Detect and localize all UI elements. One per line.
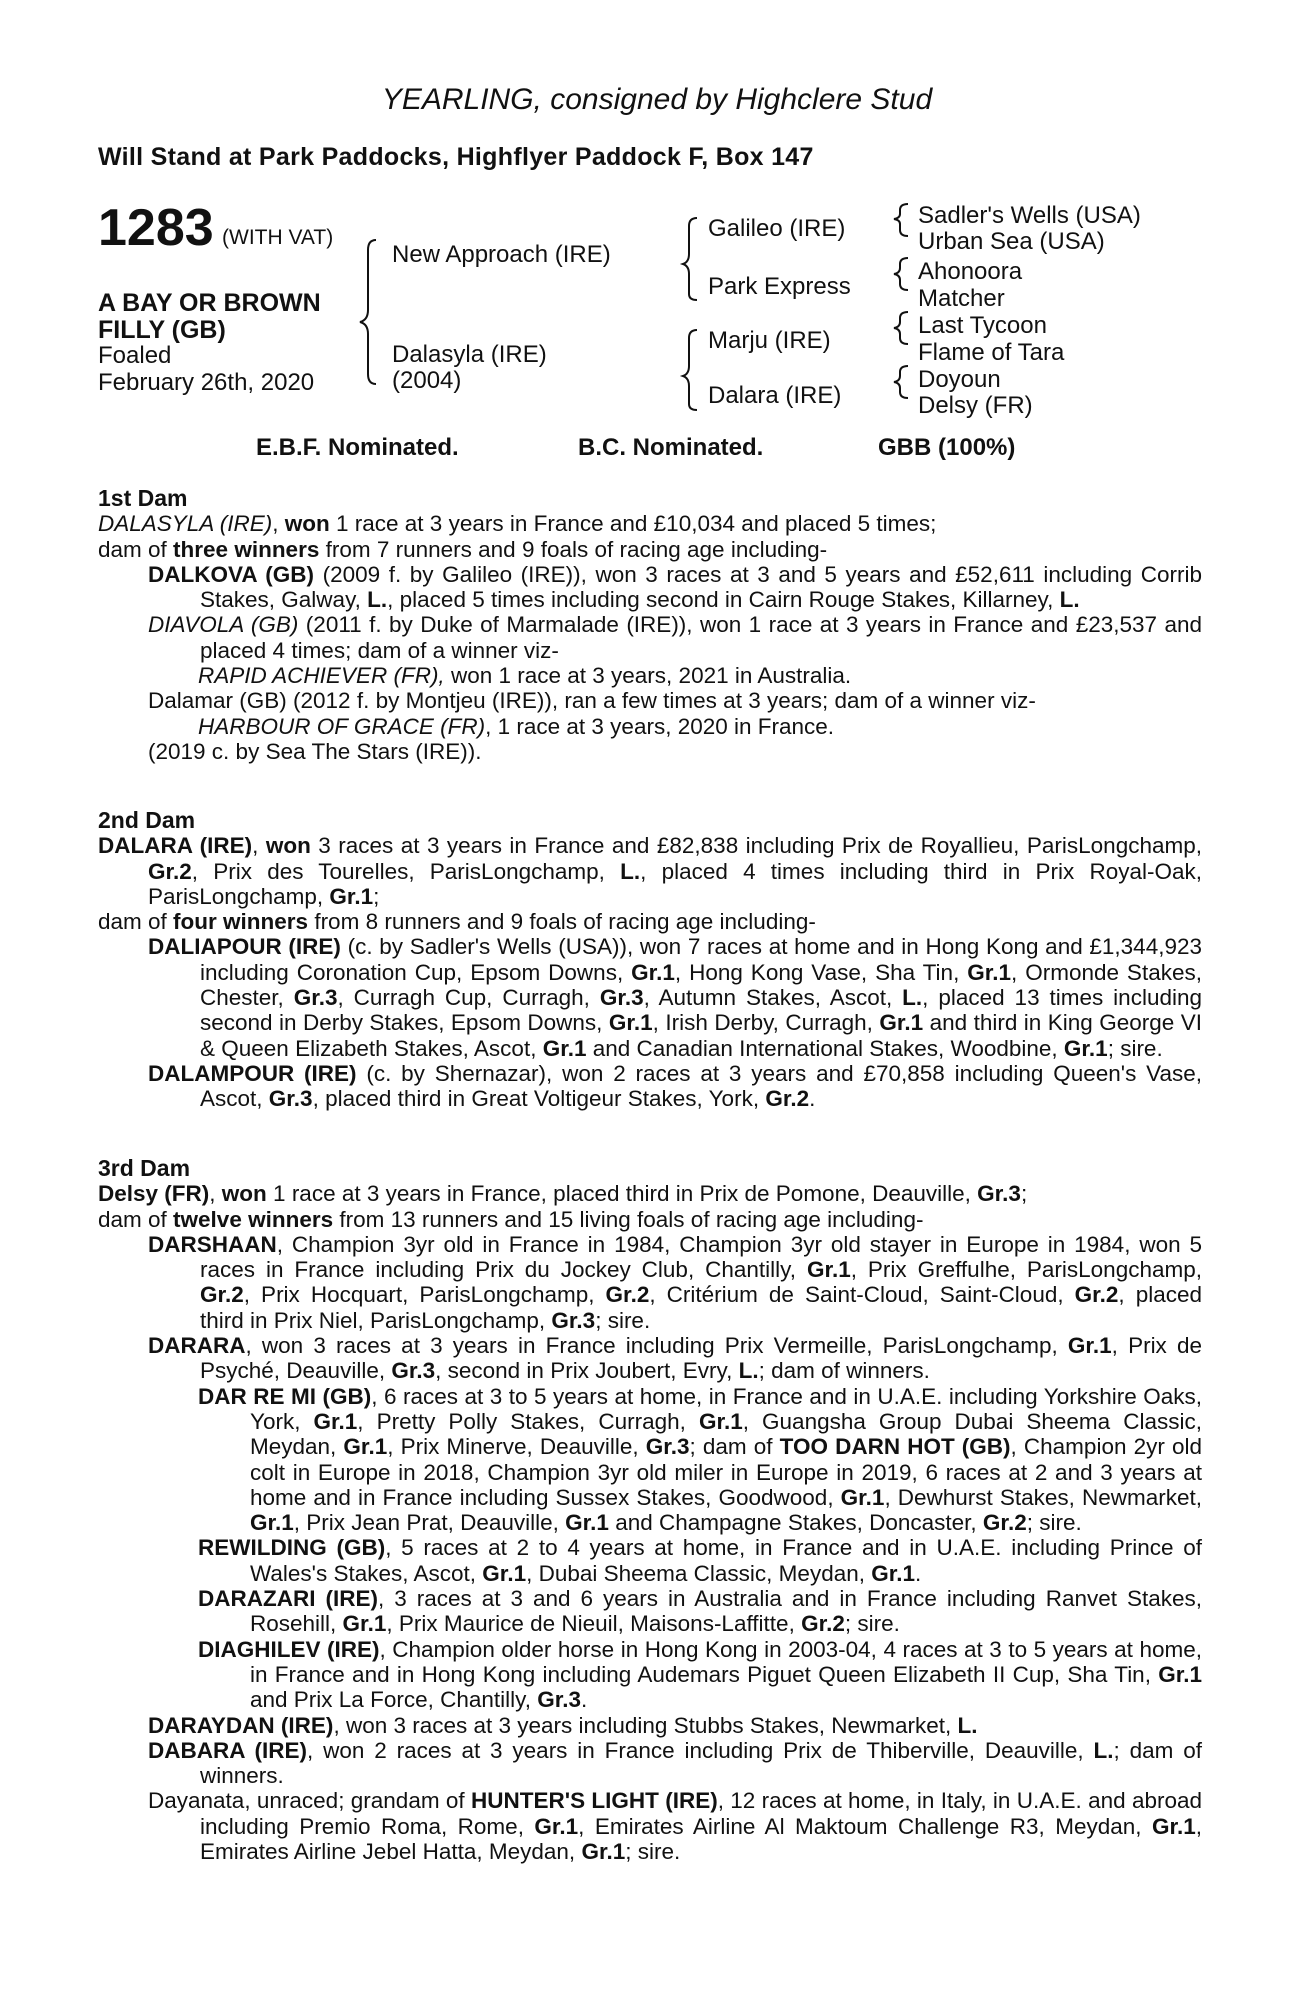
page-title: YEARLING, consigned by Highclere Stud <box>381 83 933 116</box>
second-dam-section <box>98 808 1202 1112</box>
third-dam-produce-summary: dam of twelve winners from 13 runners and 15 living foals of racing age including- <box>98 1206 924 1232</box>
list-item: DALIAPOUR (IRE) (c. by Sadler's Wells (USA)), won 7 races at home and in Hong Kong and £1,344,923 including Coronation Cup, Epsom Downs, Gr.1, Hong Kong Vase, Sha Tin, Gr.1, Ormonde Stakes, Chester, Gr.3, Curragh Cup, Curragh, Gr.3, Autumn Stakes, Ascot, L., placed 13 times including second in Derby Stakes, Epsom Downs, Gr.1, Irish Derby, Curragh, Gr.1 and third in King George VI & Queen Elizabeth Stakes, Ascot, Gr.1 and Canadian International Stakes, Woodbine, Gr.1; sire. <box>148 934 1202 1061</box>
sire-name: New Approach (IRE) <box>392 241 611 268</box>
pedigree-gen3-6: Flame of Tara <box>918 339 1065 366</box>
second-dam-produce-summary: dam of four winners from 8 runners and 9 foals of racing age including- <box>98 909 816 935</box>
pedigree-gen3-8: Delsy (FR) <box>918 392 1033 419</box>
pedigree-gen2-4: Dalara (IRE) <box>708 382 842 409</box>
first-dam-produce-summary: dam of three winners from 7 runners and 9 foals of racing age including- <box>98 536 828 562</box>
list-item: DIAGHILEV (IRE), Champion older horse in Hong Kong in 2003-04, 4 races at 3 to 5 years at home, in France and in Hong Kong including Audemars Piguet Queen Elizabeth II Cup, Sha Tin, Gr.1 and Prix La Force, Chantilly, Gr.3. <box>198 1636 1202 1713</box>
first-dam-section <box>98 486 1202 764</box>
list-item: (2019 c. by Sea The Stars (IRE)). <box>148 738 482 764</box>
sex-line-2: FILLY (GB) <box>98 316 226 344</box>
foaled-date: February 26th, 2020 <box>98 369 315 396</box>
list-item: DAR RE MI (GB), 6 races at 3 to 5 years at home, in France and in U.A.E. including Yorkshire Oaks, York, Gr.1, Pretty Polly Stakes, Curragh, Gr.1, Guangsha Group Dubai Sheema Classic, Meydan, Gr.1, Prix Minerve, Deauville, Gr.3; dam of TOO DARN HOT (GB), Champion 2yr old colt in Europe in 2018, Champion 3yr old miler in Europe in 2019, 6 races at 2 and 3 years at home and in France including Sussex Stakes, Goodwood, Gr.1, Dewhurst Stakes, Newmarket, Gr.1, Prix Jean Prat, Deauville, Gr.1 and Champagne Stakes, Doncaster, Gr.2; sire. <box>198 1383 1202 1536</box>
list-item: DALKOVA (GB) (2009 f. by Galileo (IRE)), won 3 races at 3 and 5 years and £52,611 including Corrib Stakes, Galway, L., placed 5 times including second in Cairn Rouge Stakes, Killarney, L. <box>148 561 1203 613</box>
vat-note: (WITH VAT) <box>222 226 334 249</box>
foaled-label: Foaled <box>98 342 172 369</box>
lot-number: 1283 <box>98 199 214 257</box>
pedigree-gen2-1: Galileo (IRE) <box>708 215 846 242</box>
second-dam-heading: 2nd Dam <box>98 807 196 833</box>
bc-nomination: B.C. Nominated. <box>578 434 764 461</box>
list-item: DARAZARI (IRE), 3 races at 3 and 6 years in Australia and in France including Ranvet Stakes, Rosehill, Gr.1, Prix Maurice de Nieuil, Maisons-Laffitte, Gr.2; sire. <box>198 1586 1203 1637</box>
ebf-nomination: E.B.F. Nominated. <box>256 434 459 461</box>
list-item: HARBOUR OF GRACE (FR), 1 race at 3 years, 2020 in France. <box>198 713 835 739</box>
sex-line-1: A BAY OR BROWN <box>98 289 321 317</box>
first-dam-record: DALASYLA (IRE), won 1 race at 3 years in France and £10,034 and placed 5 times; <box>98 511 937 537</box>
list-item: DIAVOLA (GB) (2011 f. by Duke of Marmalade (IRE)), won 1 race at 3 years in France and £23,537 and placed 4 times; dam of a winner viz- <box>148 612 1202 663</box>
list-item: RAPID ACHIEVER (FR), won 1 race at 3 years, 2021 in Australia. <box>198 663 852 689</box>
dam-year: (2004) <box>392 367 462 394</box>
third-dam-section <box>98 1156 1202 1864</box>
third-dam-heading: 3rd Dam <box>98 1155 191 1181</box>
gbb-rating: GBB (100%) <box>878 434 1016 461</box>
list-item: Dayanata, unraced; grandam of HUNTER'S LIGHT (IRE), 12 races at home, in Italy, in U.A.E. and abroad including Premio Roma, Rome, Gr.1, Emirates Airline Al Maktoum Challenge R3, Meydan, Gr.1, Emirates Airline Jebel Hatta, Meydan, Gr.1; sire. <box>148 1788 1202 1865</box>
third-dam-record: Delsy (FR), won 1 race at 3 years in France, placed third in Prix de Pomone, Deauville, Gr.3; <box>98 1181 1028 1207</box>
list-item: Dalamar (GB) (2012 f. by Montjeu (IRE)), ran a few times at 3 years; dam of a winner viz- <box>148 688 1036 714</box>
pedigree-gen3-3: Ahonoora <box>918 258 1023 285</box>
pedigree-brackets <box>0 0 1314 460</box>
list-item: DARAYDAN (IRE), won 3 races at 3 years including Stubbs Stakes, Newmarket, L. <box>148 1712 978 1738</box>
list-item: DARSHAAN, Champion 3yr old in France in 1984, Champion 3yr old stayer in Europe in 1984, won 5 races in France including Prix du Jockey Club, Chantilly, Gr.1, Prix Greffulhe, ParisLongchamp, Gr.2, Prix Hocquart, ParisLongchamp, Gr.2, Critérium de Saint-Cloud, Saint-Cloud, Gr.2, placed third in Prix Niel, ParisLongchamp, Gr.3; sire. <box>148 1231 1203 1333</box>
pedigree-gen2-2: Park Express <box>708 273 851 300</box>
pedigree-gen3-5: Last Tycoon <box>918 312 1047 339</box>
list-item: DABARA (IRE), won 2 races at 3 years in France including Prix de Thiberville, Deauville, L.; dam of winners. <box>148 1737 1202 1789</box>
stand-location: Will Stand at Park Paddocks, Highflyer Paddock F, Box 147 <box>98 143 814 171</box>
dam-name: Dalasyla (IRE) <box>392 341 547 368</box>
first-dam-heading: 1st Dam <box>98 485 188 511</box>
list-item: DARARA, won 3 races at 3 years in France including Prix Vermeille, ParisLongchamp, Gr.1, Prix de Psyché, Deauville, Gr.3, second in Prix Joubert, Evry, L.; dam of winners. <box>148 1333 1202 1384</box>
pedigree-gen2-3: Marju (IRE) <box>708 327 831 354</box>
pedigree-gen3-7: Doyoun <box>918 366 1001 393</box>
second-dam-record: DALARA (IRE), won 3 races at 3 years in France and £82,838 including Prix de Royallieu, ParisLongchamp, Gr.2, Prix des Tourelles, ParisLongchamp, L., placed 4 times including third in Prix Royal-Oak, ParisLongchamp, Gr.1; <box>98 833 1202 909</box>
pedigree-gen3-4: Matcher <box>918 285 1005 312</box>
list-item: REWILDING (GB), 5 races at 2 to 4 years at home, in France and in U.A.E. including Prince of Wales's Stakes, Ascot, Gr.1, Dubai Sheema Classic, Meydan, Gr.1. <box>198 1535 1202 1586</box>
list-item: DALAMPOUR (IRE) (c. by Shernazar), won 2 races at 3 years and £70,858 including Queen's Vase, Ascot, Gr.3, placed third in Great Voltigeur Stakes, York, Gr.2. <box>148 1060 1202 1112</box>
pedigree-gen3-2: Urban Sea (USA) <box>918 228 1105 255</box>
pedigree-gen3-1: Sadler's Wells (USA) <box>918 202 1141 229</box>
